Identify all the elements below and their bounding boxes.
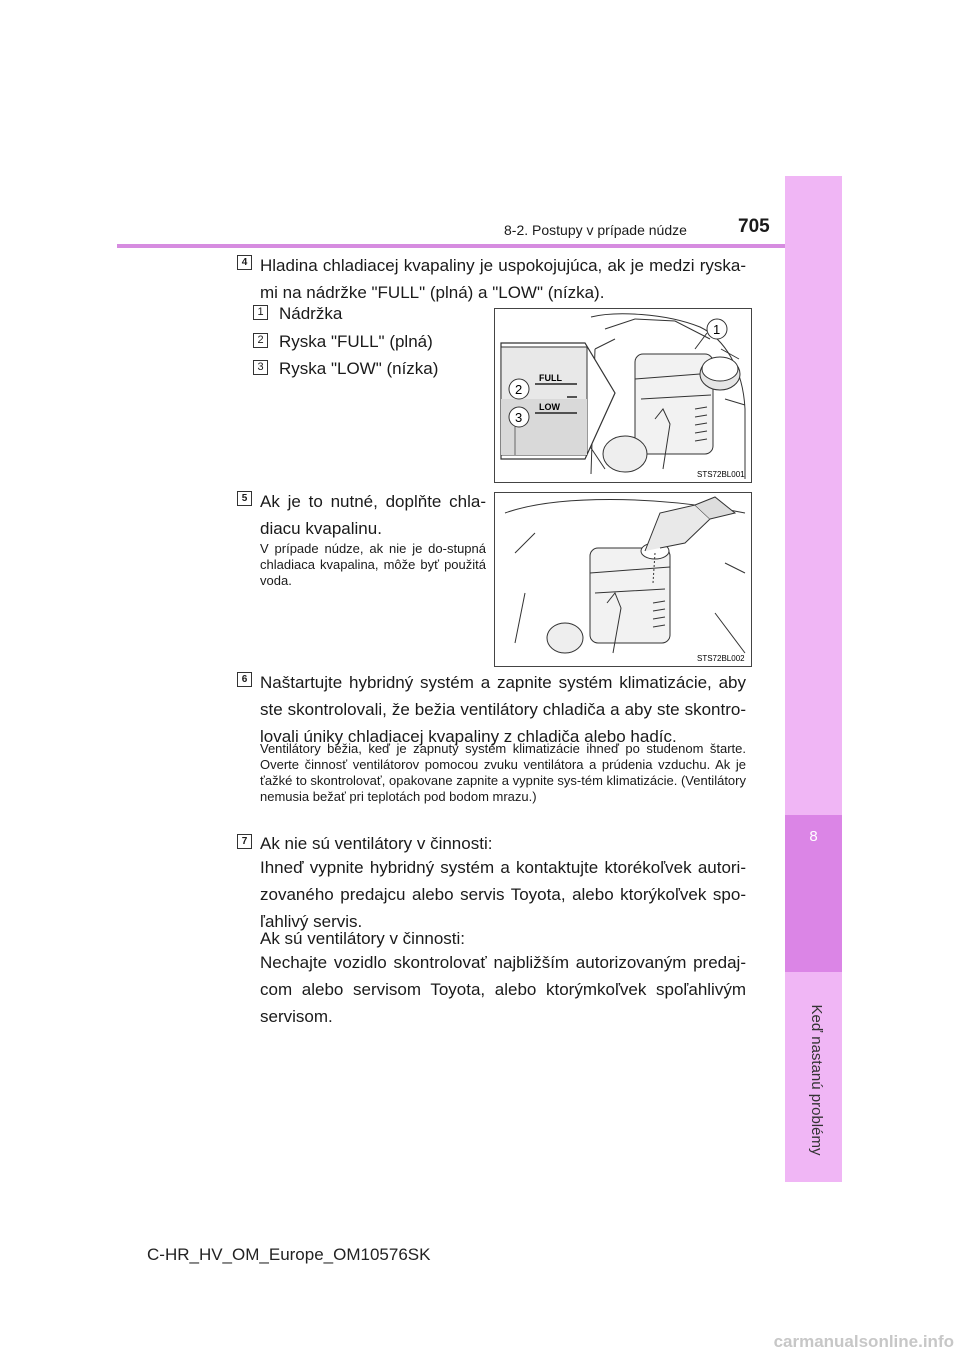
reservoir-illustration bbox=[495, 309, 751, 482]
step-7-text-2: Nechajte vozidlo skontrolovať najbližším autorizovaným predaj-com alebo servisom Toyota, alebo ktorýmkoľvek spoľahlivým servisom. bbox=[260, 953, 746, 1026]
legend-2-label: Ryska "FULL" (plná) bbox=[279, 332, 433, 351]
document-id: C-HR_HV_OM_Europe_OM10576SK bbox=[147, 1245, 431, 1264]
step-7-text-1: Ihneď vypnite hybridný systém a kontaktujte ktorékoľvek autori-zovaného predajcu alebo servis Toyota, alebo ktorýkoľvek spo-ľahlivý servis. bbox=[260, 858, 746, 931]
callout-2-text: 2 bbox=[515, 382, 523, 397]
legend-3-marker: 3 bbox=[253, 360, 268, 375]
figure-1-code: STS72BL001 bbox=[697, 470, 745, 479]
watermark: carmanualsonline.info bbox=[773, 1332, 954, 1351]
figure-low-label: LOW bbox=[539, 402, 560, 412]
page-number: 705 bbox=[738, 216, 770, 237]
step-4-marker: 4 bbox=[237, 255, 252, 270]
step-5-marker: 5 bbox=[237, 491, 252, 506]
step-6-text: Naštartujte hybridný systém a zapnite systém klimatizácie, aby ste skontrolovali, že bežia ventilátory chladiča a aby ste skontro-lovali úniky chladiacej kvapaliny z chladiča alebo hadíc. bbox=[260, 673, 746, 746]
chapter-number: 8 bbox=[809, 828, 818, 845]
callout-3-text: 3 bbox=[515, 410, 523, 425]
chapter-title: Keď nastanú problémy bbox=[808, 1004, 825, 1156]
step-6-note: Ventilátory bežia, keď je zapnutý systém klimatizácie ihneď po studenom štarte. Overte činnosť ventilátorov pomocou zvuku ventilátora a prúdenia vzduchu. Ak je ťažké to skontrolovať, opakovane zapnite a vypnite sys-tém klimatizácie. (Ventilátory nemusia bežať pri teplotách pod bodom mrazu.) bbox=[260, 741, 746, 804]
step-5-text: Ak je to nutné, doplňte chla-diacu kvapalinu. bbox=[260, 492, 486, 538]
legend-1-label: Nádržka bbox=[279, 304, 343, 323]
step-7-marker: 7 bbox=[237, 834, 252, 849]
figure-full-label: FULL bbox=[539, 373, 562, 383]
figure-coolant-refill bbox=[494, 492, 752, 667]
step-7-condition-2: Ak sú ventilátory v činnosti: bbox=[260, 929, 466, 948]
legend-3-label: Ryska "LOW" (nízka) bbox=[279, 359, 439, 378]
legend-1-marker: 1 bbox=[253, 305, 268, 320]
header-divider bbox=[117, 244, 785, 248]
callout-1-text: 1 bbox=[713, 322, 721, 337]
step-7-condition-1: Ak nie sú ventilátory v činnosti: bbox=[260, 834, 493, 853]
refill-illustration bbox=[495, 493, 751, 666]
step-4-text: Hladina chladiacej kvapaliny je uspokojujúca, ak je medzi ryska-mi na nádržke "FULL" (plná) a "LOW" (nízka). bbox=[260, 256, 746, 302]
header-section-title: 8-2. Postupy v prípade núdze bbox=[504, 222, 687, 238]
figure-2-code: STS72BL002 bbox=[697, 654, 745, 663]
legend-2-marker: 2 bbox=[253, 333, 268, 348]
step-5-note: V prípade núdze, ak nie je do-stupná chladiaca kvapalina, môže byť použitá voda. bbox=[260, 541, 486, 588]
step-6-marker: 6 bbox=[237, 672, 252, 687]
figure-coolant-reservoir bbox=[494, 308, 752, 483]
